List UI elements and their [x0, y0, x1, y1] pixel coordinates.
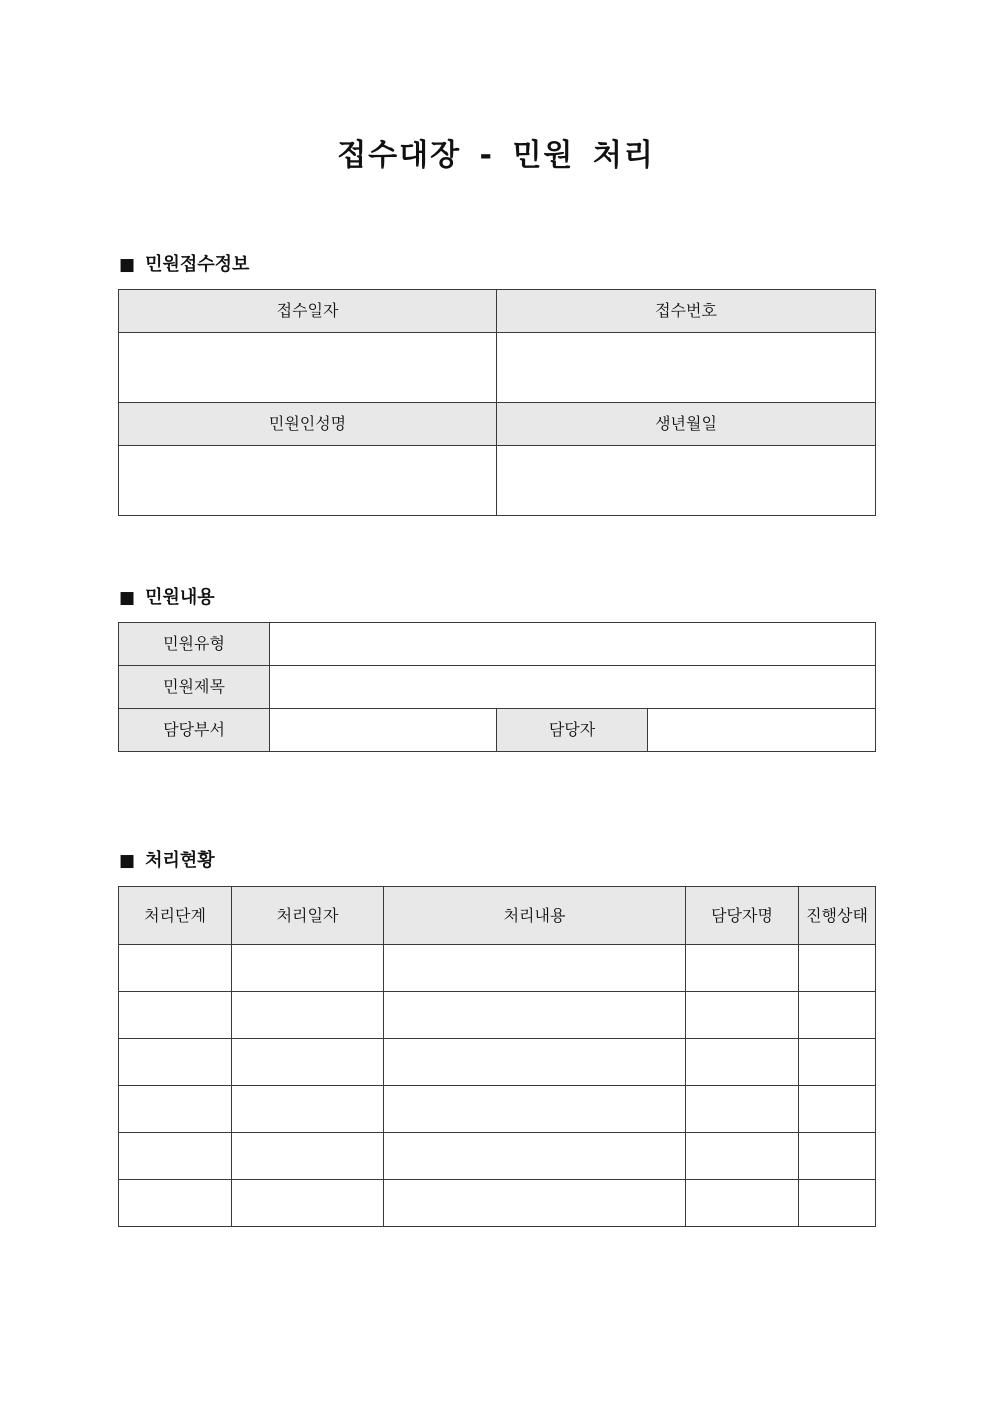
stage-cell[interactable]	[119, 992, 232, 1039]
square-bullet-icon: ■	[119, 851, 136, 871]
table-row	[119, 666, 876, 709]
complaint-type-label: 민원유형	[119, 623, 270, 666]
table-row	[119, 1180, 876, 1227]
table-row	[119, 333, 876, 403]
applicant-name-label: 민원인성명	[119, 403, 497, 446]
content-cell[interactable]	[384, 992, 686, 1039]
table-row	[119, 403, 876, 446]
birth-date-field[interactable]	[497, 446, 876, 516]
status-cell[interactable]	[799, 1086, 876, 1133]
column-header-handler: 담당자명	[686, 887, 799, 945]
complaint-type-field[interactable]	[270, 623, 876, 666]
status-cell[interactable]	[799, 945, 876, 992]
receipt-date-field[interactable]	[119, 333, 497, 403]
handler-cell[interactable]	[686, 1133, 799, 1180]
receipt-number-label: 접수번호	[497, 290, 876, 333]
handler-cell[interactable]	[686, 1086, 799, 1133]
person-in-charge-label: 담당자	[497, 709, 648, 752]
status-cell[interactable]	[799, 1133, 876, 1180]
complaint-content-table	[118, 622, 876, 752]
section-heading-processing-status	[119, 849, 215, 873]
handler-cell[interactable]	[686, 945, 799, 992]
content-cell[interactable]	[384, 1039, 686, 1086]
receipt-number-field[interactable]	[497, 333, 876, 403]
applicant-name-field[interactable]	[119, 446, 497, 516]
handler-cell[interactable]	[686, 1180, 799, 1227]
square-bullet-icon: ■	[119, 255, 136, 275]
receipt-info-table	[118, 289, 876, 516]
table-row	[119, 992, 876, 1039]
date-cell[interactable]	[232, 945, 384, 992]
complaint-subject-field[interactable]	[270, 666, 876, 709]
handler-cell[interactable]	[686, 992, 799, 1039]
stage-cell[interactable]	[119, 1039, 232, 1086]
department-label: 담당부서	[119, 709, 270, 752]
column-header-status: 진행상태	[799, 887, 876, 945]
date-cell[interactable]	[232, 1086, 384, 1133]
section-heading-complaint-content	[119, 586, 215, 610]
person-in-charge-field[interactable]	[648, 709, 876, 752]
table-row	[119, 945, 876, 992]
table-row	[119, 709, 876, 752]
date-cell[interactable]	[232, 1180, 384, 1227]
section-heading-label: 민원내용	[145, 587, 215, 608]
status-cell[interactable]	[799, 992, 876, 1039]
table-row	[119, 1133, 876, 1180]
date-cell[interactable]	[232, 1039, 384, 1086]
stage-cell[interactable]	[119, 1086, 232, 1133]
date-cell[interactable]	[232, 992, 384, 1039]
table-row	[119, 1039, 876, 1086]
receipt-date-label: 접수일자	[119, 290, 497, 333]
status-cell[interactable]	[799, 1180, 876, 1227]
processing-status-table	[118, 886, 876, 1227]
column-header-stage: 처리단계	[119, 887, 232, 945]
table-row	[119, 446, 876, 516]
date-cell[interactable]	[232, 1133, 384, 1180]
stage-cell[interactable]	[119, 945, 232, 992]
content-cell[interactable]	[384, 945, 686, 992]
status-cell[interactable]	[799, 1039, 876, 1086]
birth-date-label: 생년월일	[497, 403, 876, 446]
content-cell[interactable]	[384, 1086, 686, 1133]
column-header-date: 처리일자	[232, 887, 384, 945]
square-bullet-icon: ■	[119, 588, 136, 608]
table-row	[119, 290, 876, 333]
content-cell[interactable]	[384, 1180, 686, 1227]
section-heading-receipt-info	[119, 253, 249, 277]
stage-cell[interactable]	[119, 1180, 232, 1227]
stage-cell[interactable]	[119, 1133, 232, 1180]
section-heading-label: 처리현황	[145, 850, 215, 871]
department-field[interactable]	[270, 709, 497, 752]
handler-cell[interactable]	[686, 1039, 799, 1086]
section-heading-label: 민원접수정보	[145, 254, 250, 275]
page-title: 접수대장 - 민원 처리	[337, 138, 655, 173]
column-header-content: 처리내용	[384, 887, 686, 945]
table-row	[119, 1086, 876, 1133]
complaint-subject-label: 민원제목	[119, 666, 270, 709]
table-header-row	[119, 887, 876, 945]
content-cell[interactable]	[384, 1133, 686, 1180]
table-row	[119, 623, 876, 666]
